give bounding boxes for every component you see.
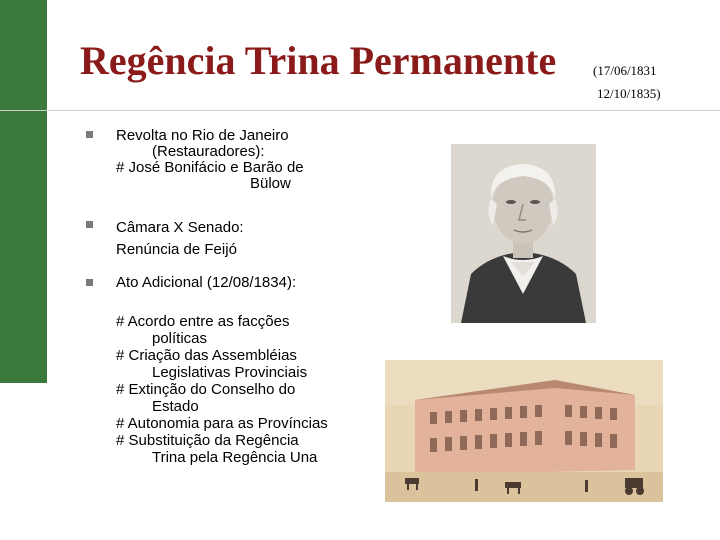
title-divider	[0, 110, 720, 111]
date-end: 12/10/1835)	[597, 86, 661, 101]
bullet-1	[116, 128, 304, 192]
subitem: Trina pela Regência Una	[152, 449, 318, 466]
portrait-image	[451, 144, 596, 323]
bullet-text: Câmara X Senado:	[116, 219, 244, 236]
bullet-3	[116, 275, 296, 291]
bullet-text: Bülow	[250, 175, 291, 192]
bullet-2	[116, 217, 244, 261]
slide-title: Regência Trina Permanente	[80, 38, 557, 83]
subitem: # Criação das Assembléias	[116, 347, 297, 364]
subitem-list	[116, 313, 328, 466]
bullet-text: Revolta no Rio de Janeiro	[116, 127, 289, 144]
subitem: Legislativas Provinciais	[152, 364, 308, 381]
subitem: # Substituição da Regência	[116, 432, 299, 449]
building-image	[385, 360, 663, 502]
bullet-text: Renúncia de Feijó	[116, 241, 237, 258]
subitem: políticas	[152, 330, 208, 347]
bullet-marker	[86, 279, 93, 286]
date-start: (17/06/1831	[593, 63, 657, 78]
bullet-text: Ato Adicional (12/08/1834):	[116, 274, 297, 291]
colonial-building-painting-icon	[385, 360, 663, 502]
subitem: Estado	[152, 398, 199, 415]
bullet-marker	[86, 221, 93, 228]
subitem: # Acordo entre as facções	[116, 313, 290, 330]
accent-bar	[0, 0, 47, 383]
portrait-engraving-icon	[451, 144, 596, 323]
bullet-marker	[86, 131, 93, 138]
subitem: # Autonomia para as Províncias	[116, 415, 328, 432]
subitem: # Extinção do Conselho do	[116, 381, 296, 398]
bullet-text: (Restauradores):	[152, 143, 265, 160]
bullet-text: # José Bonifácio e Barão de	[116, 159, 304, 176]
